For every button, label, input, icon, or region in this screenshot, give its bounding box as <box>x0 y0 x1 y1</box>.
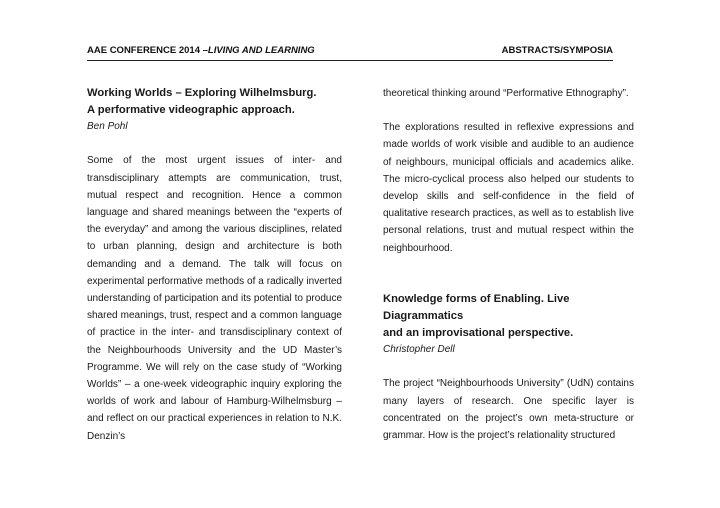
right-column <box>383 85 634 461</box>
article2-title-line1: Knowledge forms of Enabling. Live Diagrammatics <box>383 292 570 323</box>
article1-title <box>87 85 342 119</box>
article2-title <box>383 291 634 343</box>
article2-body: The project “Neighbourhoods University” (UdN) contains many layers of research. One specific layer is concentrated on the project’s own meta-structure or grammar. How is the project’s relationality structured <box>383 378 634 442</box>
running-header <box>87 41 613 61</box>
conference-name: AAE CONFERENCE 2014 – <box>87 45 208 56</box>
article1-author: Ben Pohl <box>87 121 128 133</box>
conference-theme: LIVING AND LEARNING <box>207 45 315 56</box>
article2-title-line2: and an improvisational perspective. <box>383 327 574 340</box>
left-column <box>87 85 342 462</box>
section-title: ABSTRACTS/SYMPOSIA <box>501 45 613 56</box>
article1-continuation: theoretical thinking around “Performative Ethnography”. <box>383 88 629 99</box>
section-spacer <box>383 274 634 291</box>
article1-title-line2: A performative videographic approach. <box>87 104 295 117</box>
article1-body: Some of the most urgent issues of inter- and transdisciplinary attempts are communication, trust, mutual respect and recognition. Hence a common language and shared meanings between the “experts of the everyday” and among the various disciplines, related to urban planning, design and architecture is both demanding and a demand. The talk will focus on experimental performative methods of a radically inverted understanding of participation and its potential to produce shared meanings, trust, respect and a common language of practice in the inter- and transdisciplinary context of the Neighbourhoods University and the UD Master’s Programme. We will rely on the case study of “Working Worlds” – a one-week videographic inquiry exploring the worlds of work and labour of Hamburg-Wilhelmsburg – and reflect on our practical experiences in relation to N.K. Denzin’s <box>87 155 342 442</box>
article1-title-line1: Working Worlds – Exploring Wilhelmsburg. <box>87 87 317 99</box>
header-rule <box>87 60 613 61</box>
article1-body2: The explorations resulted in reflexive expressions and made worlds of work visible and audible to an audience of neighbours, municipal officials and academics alike. The micro-cyclical process also helped our students to develop skills and self-confidence in the field of qualitative research practices, as well as to establish live personal relations, trust and mutual respect within the neighbourhood. <box>383 122 634 254</box>
conference-title <box>87 45 315 56</box>
article2-author: Christopher Dell <box>383 344 455 356</box>
